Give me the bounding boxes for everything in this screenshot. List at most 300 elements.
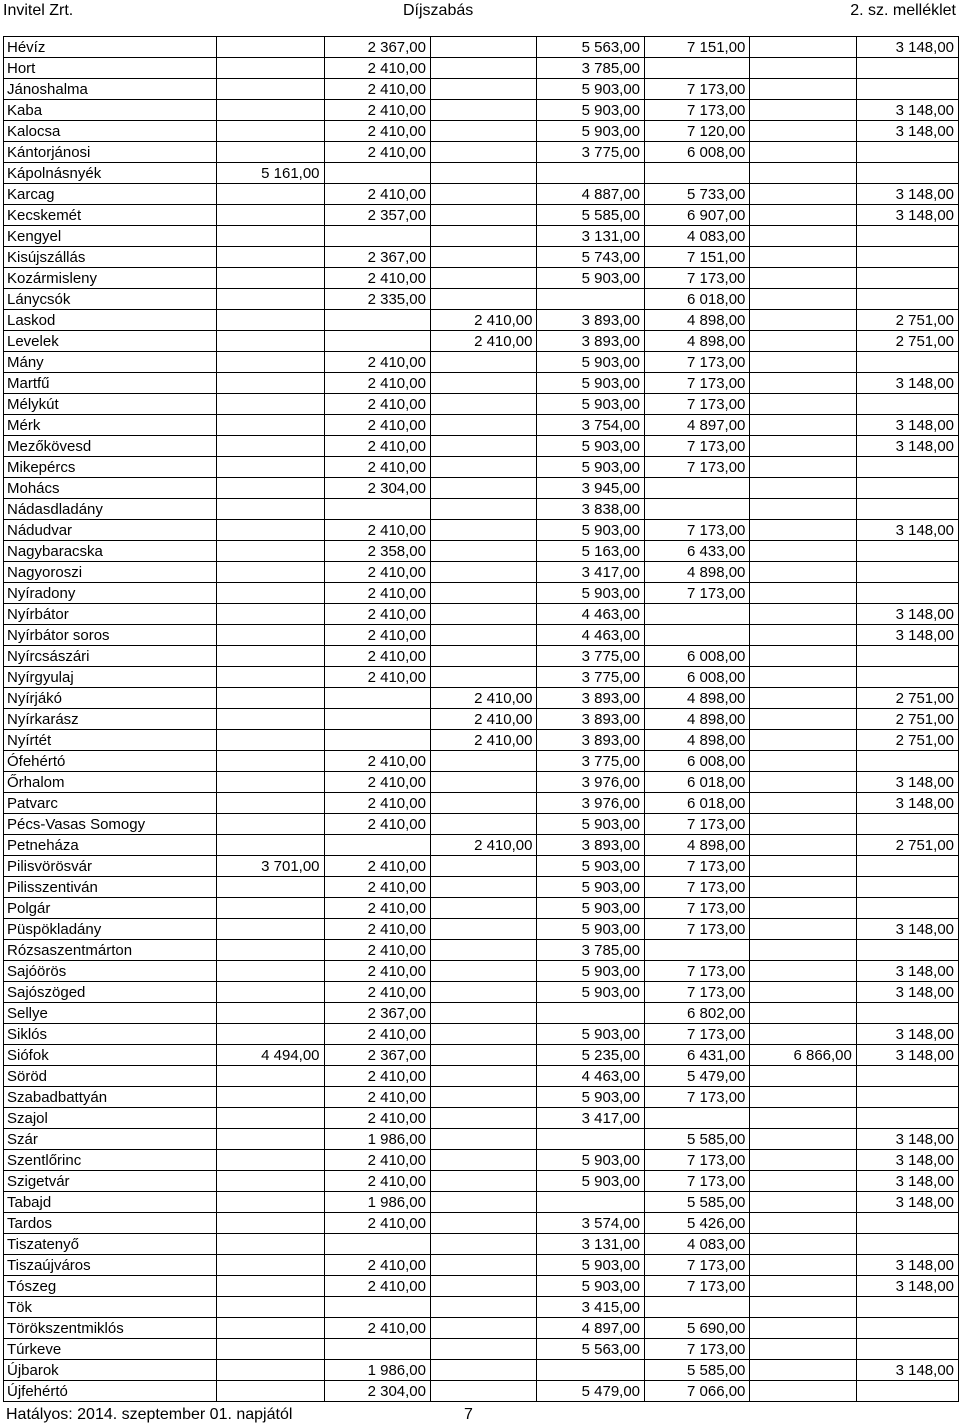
fee-cell [750,142,856,163]
settlement-name: Pécs-Vasas Somogy [4,814,217,835]
fee-cell: 3 976,00 [537,793,645,814]
fee-cell [750,1297,856,1318]
fee-cell [216,919,324,940]
fee-cell [430,37,536,58]
fee-cell: 3 775,00 [537,667,645,688]
fee-cell [430,1276,536,1297]
fee-cell: 2 410,00 [324,436,430,457]
fee-cell: 7 173,00 [645,961,750,982]
fee-cell: 5 903,00 [537,1087,645,1108]
table-row [4,1339,959,1360]
page-footer [3,1405,959,1425]
fee-cell: 3 893,00 [537,730,645,751]
settlement-name: Söröd [4,1066,217,1087]
fee-cell: 3 148,00 [856,1192,958,1213]
fee-cell: 5 903,00 [537,352,645,373]
fee-cell: 2 410,00 [430,709,536,730]
fee-cell [750,919,856,940]
page-number: 7 [464,1406,473,1423]
fee-cell [750,541,856,562]
fee-cell: 2 410,00 [324,856,430,877]
fee-cell [216,940,324,961]
fee-cell [856,79,958,100]
fee-cell: 3 701,00 [216,856,324,877]
fee-cell: 3 131,00 [537,1234,645,1255]
table-row [4,1255,959,1276]
fee-cell: 2 410,00 [324,898,430,919]
fee-cell: 6 433,00 [645,541,750,562]
fee-cell: 6 008,00 [645,142,750,163]
settlement-name: Kengyel [4,226,217,247]
fee-cell: 2 410,00 [430,688,536,709]
settlement-name: Törökszentmiklós [4,1318,217,1339]
fee-cell: 2 410,00 [324,1213,430,1234]
fee-cell [216,1381,324,1402]
fee-cell: 2 410,00 [324,604,430,625]
fee-cell: 6 907,00 [645,205,750,226]
fee-cell [750,100,856,121]
fee-cell [856,1066,958,1087]
fee-cell [216,1108,324,1129]
settlement-name: Tószeg [4,1276,217,1297]
settlement-name: Laskod [4,310,217,331]
fee-cell [750,562,856,583]
fee-cell: 3 148,00 [856,793,958,814]
fee-cell: 3 148,00 [856,1360,958,1381]
fee-cell [430,268,536,289]
fee-cell: 7 173,00 [645,268,750,289]
fee-cell [216,331,324,352]
settlement-name: Martfű [4,373,217,394]
fee-cell: 4 463,00 [537,604,645,625]
fee-cell [856,1108,958,1129]
table-row [4,1360,959,1381]
fee-cell: 2 751,00 [856,331,958,352]
fee-cell: 3 148,00 [856,37,958,58]
fee-cell: 5 479,00 [537,1381,645,1402]
fee-cell [645,499,750,520]
fee-cell: 3 893,00 [537,331,645,352]
table-row [4,1150,959,1171]
settlement-name: Nyírkarász [4,709,217,730]
table-row [4,1066,959,1087]
fee-cell [216,247,324,268]
settlement-name: Rózsaszentmárton [4,940,217,961]
fee-cell: 2 751,00 [856,709,958,730]
fee-cell [750,772,856,793]
fee-cell [216,142,324,163]
table-row [4,1045,959,1066]
fee-cell: 2 410,00 [324,793,430,814]
fee-cell [645,1297,750,1318]
fee-cell [430,415,536,436]
settlement-name: Nyírgyulaj [4,667,217,688]
fee-cell [430,856,536,877]
fee-cell [537,1129,645,1150]
settlement-name: Tardos [4,1213,217,1234]
table-row [4,310,959,331]
table-row [4,604,959,625]
fee-cell: 4 898,00 [645,310,750,331]
fee-cell: 2 410,00 [324,58,430,79]
fee-cell: 2 410,00 [324,184,430,205]
fee-cell: 3 574,00 [537,1213,645,1234]
fee-cell [430,457,536,478]
fee-cell: 7 173,00 [645,982,750,1003]
fee-cell: 5 903,00 [537,79,645,100]
fee-cell [750,205,856,226]
fee-cell [750,184,856,205]
fee-cell [750,520,856,541]
fee-cell [750,1360,856,1381]
settlement-name: Tiszaújváros [4,1255,217,1276]
fee-cell: 7 173,00 [645,436,750,457]
fee-cell: 5 235,00 [537,1045,645,1066]
settlement-name: Nagyoroszi [4,562,217,583]
fee-cell [430,100,536,121]
table-row [4,1024,959,1045]
settlement-name: Kisújszállás [4,247,217,268]
fee-cell [856,268,958,289]
fee-cell: 5 903,00 [537,877,645,898]
fee-cell [750,289,856,310]
fee-cell [750,1108,856,1129]
fee-cell: 5 903,00 [537,961,645,982]
fee-cell: 5 903,00 [537,1150,645,1171]
fee-cell: 3 148,00 [856,1255,958,1276]
fee-cell [216,121,324,142]
fee-cell [750,436,856,457]
fee-cell: 3 148,00 [856,184,958,205]
table-row [4,667,959,688]
fee-cell: 2 410,00 [324,583,430,604]
fee-cell [750,940,856,961]
fee-cell [216,709,324,730]
fee-cell [430,562,536,583]
fee-cell [430,1339,536,1360]
fee-cell [750,583,856,604]
fee-cell: 7 173,00 [645,856,750,877]
fee-cell [750,1381,856,1402]
fee-cell: 5 903,00 [537,100,645,121]
table-row [4,331,959,352]
fee-cell [324,730,430,751]
fee-cell [216,1339,324,1360]
settlement-name: Kecskemét [4,205,217,226]
fee-cell [430,625,536,646]
fee-cell: 5 903,00 [537,898,645,919]
settlement-name: Kalocsa [4,121,217,142]
fee-cell [216,1297,324,1318]
fee-cell: 2 410,00 [324,646,430,667]
settlement-name: Jánoshalma [4,79,217,100]
table-row [4,205,959,226]
fee-cell: 3 148,00 [856,1045,958,1066]
fee-cell: 3 775,00 [537,142,645,163]
settlement-name: Kozármisleny [4,268,217,289]
fee-cell [750,499,856,520]
fee-cell: 4 463,00 [537,625,645,646]
fee-cell [216,961,324,982]
fee-cell [216,310,324,331]
table-row [4,121,959,142]
fee-cell [750,1318,856,1339]
fee-cell: 4 898,00 [645,835,750,856]
fee-cell [856,667,958,688]
fee-cell: 2 410,00 [324,457,430,478]
fee-cell: 2 410,00 [430,730,536,751]
fee-cell [430,1360,536,1381]
table-row [4,688,959,709]
fee-cell [750,1087,856,1108]
fee-cell [216,835,324,856]
table-row [4,226,959,247]
fee-cell [430,877,536,898]
settlement-name: Hort [4,58,217,79]
fee-cell: 3 148,00 [856,625,958,646]
fee-cell: 3 785,00 [537,940,645,961]
fee-cell [430,541,536,562]
table-row [4,184,959,205]
table-row [4,1297,959,1318]
fee-cell: 2 304,00 [324,1381,430,1402]
fee-cell: 2 410,00 [324,1171,430,1192]
table-row [4,373,959,394]
fee-cell [537,1192,645,1213]
fee-cell: 2 410,00 [324,1024,430,1045]
fee-cell: 1 986,00 [324,1129,430,1150]
fee-cell [430,1297,536,1318]
fee-cell: 2 358,00 [324,541,430,562]
fee-cell [430,1234,536,1255]
fee-cell: 7 173,00 [645,1255,750,1276]
fee-cell: 3 415,00 [537,1297,645,1318]
settlement-name: Nyírtét [4,730,217,751]
fee-cell [430,1087,536,1108]
fee-cell: 3 754,00 [537,415,645,436]
fee-cell [430,142,536,163]
table-row [4,352,959,373]
settlement-name: Püspökladány [4,919,217,940]
fee-cell: 2 304,00 [324,478,430,499]
fee-cell [750,793,856,814]
fee-cell [216,1234,324,1255]
fee-cell: 3 775,00 [537,646,645,667]
fee-cell: 3 148,00 [856,772,958,793]
fee-cell: 3 148,00 [856,1129,958,1150]
fee-cell [216,646,324,667]
fee-cell: 7 173,00 [645,394,750,415]
table-row [4,247,959,268]
fee-cell [750,352,856,373]
fee-cell: 2 410,00 [324,121,430,142]
fee-cell [216,793,324,814]
fee-cell [216,667,324,688]
fee-cell: 7 173,00 [645,814,750,835]
settlement-name: Petneháza [4,835,217,856]
document-title: Díjszabás [403,2,474,19]
fee-cell: 2 410,00 [324,415,430,436]
fee-cell [216,1255,324,1276]
fee-cell: 7 066,00 [645,1381,750,1402]
settlement-name: Mikepércs [4,457,217,478]
fee-cell [430,1318,536,1339]
settlement-name: Nádasdladány [4,499,217,520]
fee-cell: 3 893,00 [537,835,645,856]
fee-cell [430,121,536,142]
fee-cell: 5 903,00 [537,457,645,478]
fee-cell [750,331,856,352]
table-row [4,856,959,877]
fee-cell [216,772,324,793]
fee-cell: 7 173,00 [645,877,750,898]
fee-cell: 2 410,00 [324,961,430,982]
settlement-name: Siklós [4,1024,217,1045]
fee-cell: 7 173,00 [645,1339,750,1360]
fee-cell [856,541,958,562]
fee-cell: 3 148,00 [856,520,958,541]
fee-cell [856,1339,958,1360]
fee-cell [430,373,536,394]
fee-cell [216,268,324,289]
fee-cell [216,541,324,562]
fee-cell: 7 173,00 [645,1087,750,1108]
settlement-name: Mohács [4,478,217,499]
fee-cell: 3 775,00 [537,751,645,772]
fee-cell [856,856,958,877]
settlement-name: Polgár [4,898,217,919]
table-row [4,898,959,919]
fee-cell: 3 976,00 [537,772,645,793]
fee-cell: 2 410,00 [324,1318,430,1339]
fee-cell: 7 173,00 [645,1276,750,1297]
fee-cell [645,625,750,646]
settlement-name: Szajol [4,1108,217,1129]
fee-cell: 2 410,00 [324,1087,430,1108]
fee-cell: 5 903,00 [537,268,645,289]
fee-cell: 3 148,00 [856,415,958,436]
fee-cell: 7 173,00 [645,373,750,394]
table-row [4,1192,959,1213]
settlement-name: Levelek [4,331,217,352]
fee-cell: 6 018,00 [645,772,750,793]
table-row [4,1276,959,1297]
fee-cell [430,667,536,688]
fee-cell [430,58,536,79]
fee-cell: 4 898,00 [645,562,750,583]
fee-cell [430,1192,536,1213]
fee-cell [645,1108,750,1129]
fee-cell: 5 903,00 [537,436,645,457]
fee-cell [216,520,324,541]
fee-cell: 7 173,00 [645,898,750,919]
fee-cell [856,247,958,268]
fee-cell: 5 903,00 [537,1276,645,1297]
table-row [4,940,959,961]
fee-cell [537,163,645,184]
fee-cell: 5 733,00 [645,184,750,205]
fee-cell [216,1129,324,1150]
fee-cell [216,499,324,520]
fee-cell: 2 410,00 [324,877,430,898]
fee-cell [430,604,536,625]
settlement-name: Szentlőrinc [4,1150,217,1171]
fee-cell: 5 563,00 [537,37,645,58]
fee-cell [750,1234,856,1255]
fee-cell: 3 148,00 [856,436,958,457]
settlement-name: Szabadbattyán [4,1087,217,1108]
settlement-name: Szigetvár [4,1171,217,1192]
fee-cell: 5 903,00 [537,1255,645,1276]
settlement-name: Pilisszentiván [4,877,217,898]
fee-cell: 4 897,00 [645,415,750,436]
fee-cell [324,1234,430,1255]
fee-cell: 5 903,00 [537,919,645,940]
fee-cell [430,289,536,310]
fee-cell: 7 173,00 [645,520,750,541]
table-row [4,772,959,793]
fee-cell [216,79,324,100]
fee-cell [750,730,856,751]
table-row [4,289,959,310]
fee-cell [856,562,958,583]
fee-cell: 2 367,00 [324,37,430,58]
fee-cell: 2 410,00 [324,919,430,940]
fee-cell [430,79,536,100]
fee-cell: 2 357,00 [324,205,430,226]
fee-cell: 2 410,00 [324,751,430,772]
fee-cell [216,415,324,436]
fee-cell [430,982,536,1003]
fee-cell [430,478,536,499]
fee-cell: 3 148,00 [856,1276,958,1297]
fee-cell: 3 131,00 [537,226,645,247]
table-row [4,919,959,940]
fee-cell: 2 751,00 [856,730,958,751]
settlement-name: Tök [4,1297,217,1318]
fee-cell [856,1213,958,1234]
fee-cell [430,772,536,793]
table-row [4,751,959,772]
fee-cell: 5 903,00 [537,373,645,394]
table-row [4,457,959,478]
settlement-name: Sajószöged [4,982,217,1003]
fee-cell: 3 148,00 [856,982,958,1003]
fee-cell [430,499,536,520]
settlement-name: Kápolnásnyék [4,163,217,184]
fee-cell [216,1276,324,1297]
fee-cell [750,646,856,667]
fee-cell [216,1171,324,1192]
fee-cell [216,478,324,499]
fee-cell: 5 585,00 [645,1129,750,1150]
fee-cell: 7 173,00 [645,919,750,940]
fee-cell [216,58,324,79]
fee-cell: 5 903,00 [537,583,645,604]
fee-cell: 6 008,00 [645,751,750,772]
table-row [4,1213,959,1234]
fee-cell: 6 008,00 [645,667,750,688]
fee-cell: 3 148,00 [856,205,958,226]
fee-cell [750,226,856,247]
fee-cell [324,331,430,352]
table-row [4,478,959,499]
settlement-name: Mezőkövesd [4,436,217,457]
fee-cell: 5 903,00 [537,121,645,142]
fee-cell [216,100,324,121]
fee-cell: 2 410,00 [324,1108,430,1129]
fee-cell: 4 083,00 [645,226,750,247]
